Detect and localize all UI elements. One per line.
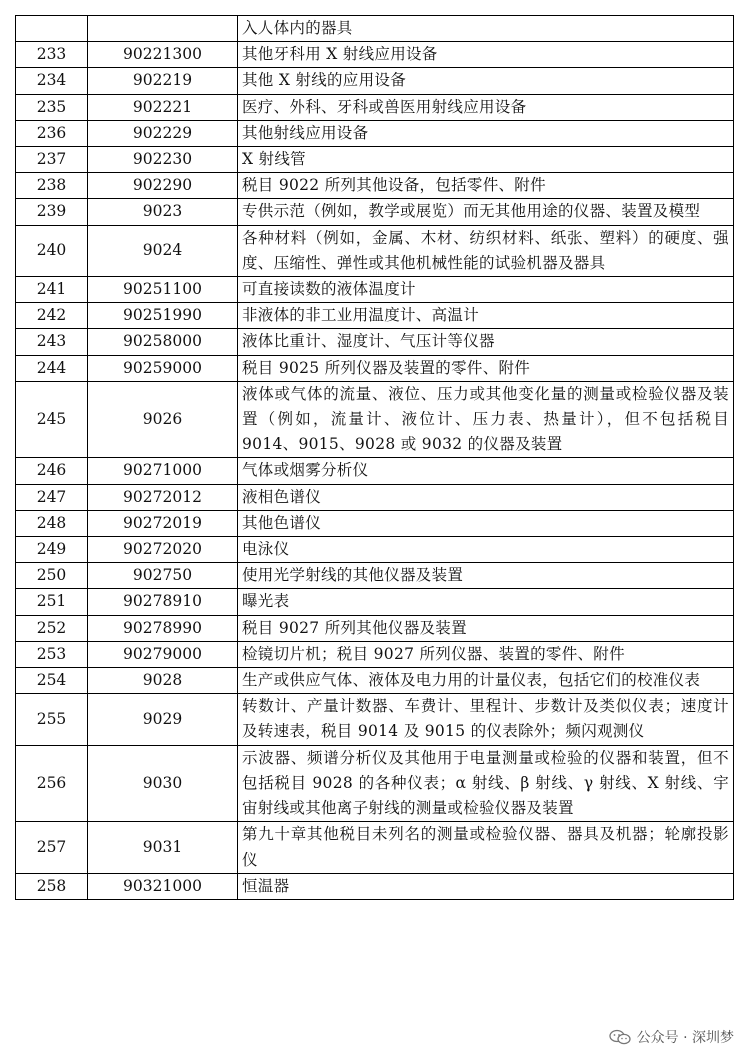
table-row [16,458,734,484]
row-number: 236 [16,120,88,146]
row-number: 239 [16,199,88,225]
item-description: 税目 9025 所列仪器及装置的零件、附件 [238,355,734,381]
table-row [16,694,734,745]
hs-code: 902219 [88,68,238,94]
row-number: 247 [16,484,88,510]
row-number: 251 [16,589,88,615]
hs-code: 9023 [88,199,238,225]
row-number: 235 [16,94,88,120]
item-description: 检镜切片机；税目 9027 所列仪器、装置的零件、附件 [238,641,734,667]
table-row [16,120,734,146]
row-number: 246 [16,458,88,484]
item-description: X 射线管 [238,147,734,173]
item-description: 可直接读数的液体温度计 [238,277,734,303]
hs-code: 90272012 [88,484,238,510]
table-row [16,615,734,641]
tariff-table [15,15,734,900]
hs-code: 902290 [88,173,238,199]
hs-code: 902750 [88,563,238,589]
item-description: 税目 9027 所列其他仪器及装置 [238,615,734,641]
table-row [16,563,734,589]
table-row [16,537,734,563]
table-row [16,822,734,873]
item-description: 使用光学射线的其他仪器及装置 [238,563,734,589]
watermark [609,1027,734,1047]
table-row [16,355,734,381]
item-description: 生产或供应气体、液体及电力用的计量仪表，包括它们的校准仪表 [238,668,734,694]
item-description: 其他牙科用 X 射线应用设备 [238,42,734,68]
hs-code: 90251990 [88,303,238,329]
row-number: 234 [16,68,88,94]
row-number: 252 [16,615,88,641]
row-number: 241 [16,277,88,303]
table-row [16,42,734,68]
hs-code: 90278910 [88,589,238,615]
item-description: 液相色谱仪 [238,484,734,510]
table-row [16,173,734,199]
hs-code: 902229 [88,120,238,146]
hs-code: 90278990 [88,615,238,641]
row-number: 240 [16,225,88,276]
hs-code [88,16,238,42]
item-description: 气体或烟雾分析仪 [238,458,734,484]
row-number: 244 [16,355,88,381]
row-number: 242 [16,303,88,329]
item-description: 税目 9022 所列其他设备，包括零件、附件 [238,173,734,199]
hs-code: 9031 [88,822,238,873]
row-number: 248 [16,510,88,536]
hs-code: 90272019 [88,510,238,536]
row-number: 238 [16,173,88,199]
hs-code: 9030 [88,745,238,822]
table-row [16,68,734,94]
hs-code: 90321000 [88,873,238,899]
item-description: 恒温器 [238,873,734,899]
row-number: 249 [16,537,88,563]
item-description: 电泳仪 [238,537,734,563]
item-description: 医疗、外科、牙科或兽医用射线应用设备 [238,94,734,120]
table-row [16,510,734,536]
hs-code: 902221 [88,94,238,120]
row-number: 237 [16,147,88,173]
hs-code: 90259000 [88,355,238,381]
row-number: 253 [16,641,88,667]
item-description: 入人体内的器具 [238,16,734,42]
table-row [16,589,734,615]
hs-code: 9026 [88,381,238,458]
row-number [16,16,88,42]
item-description: 其他色谱仪 [238,510,734,536]
table-row [16,381,734,458]
item-description: 转数计、产量计数器、车费计、里程计、步数计及类似仪表；速度计及转速表，税目 9014 及 9015 的仪表除外；频闪观测仪 [238,694,734,745]
item-description: 液体或气体的流量、液位、压力或其他变化量的测量或检验仪器及装置（例如，流量计、液位计、压力表、热量计），但不包括税目 9014、9015、9028 或 9032 的仪器及装置 [238,381,734,458]
table-row [16,277,734,303]
row-number: 254 [16,668,88,694]
table-row [16,641,734,667]
table-row [16,668,734,694]
wechat-icon [609,1029,631,1045]
hs-code: 90279000 [88,641,238,667]
table-row [16,484,734,510]
row-number: 258 [16,873,88,899]
hs-code: 90251100 [88,277,238,303]
item-description: 示波器、频谱分析仪及其他用于电量测量或检验的仪器和装置，但不包括税目 9028 的各种仪表；α 射线、β 射线、γ 射线、X 射线、宇宙射线或其他离子射线的测量或检验仪器及装置 [238,745,734,822]
row-number: 256 [16,745,88,822]
item-description: 非液体的非工业用温度计、高温计 [238,303,734,329]
table-row [16,225,734,276]
row-number: 233 [16,42,88,68]
item-description: 曝光表 [238,589,734,615]
hs-code: 90272020 [88,537,238,563]
hs-code: 90258000 [88,329,238,355]
hs-code: 90271000 [88,458,238,484]
row-number: 250 [16,563,88,589]
item-description: 各种材料（例如，金属、木材、纺织材料、纸张、塑料）的硬度、强度、压缩性、弹性或其他机械性能的试验机器及器具 [238,225,734,276]
table-row [16,147,734,173]
hs-code: 9024 [88,225,238,276]
table-row [16,199,734,225]
table-row [16,873,734,899]
table-row [16,94,734,120]
item-description: 其他 X 射线的应用设备 [238,68,734,94]
row-number: 245 [16,381,88,458]
table-row [16,16,734,42]
table-row [16,745,734,822]
item-description: 液体比重计、湿度计、气压计等仪器 [238,329,734,355]
hs-code: 9029 [88,694,238,745]
table-row [16,329,734,355]
table-row [16,303,734,329]
item-description: 其他射线应用设备 [238,120,734,146]
hs-code: 9028 [88,668,238,694]
watermark-text: 公众号 · 深圳梦 [636,1030,734,1046]
item-description: 专供示范（例如，教学或展览）而无其他用途的仪器、装置及模型 [238,199,734,225]
hs-code: 902230 [88,147,238,173]
row-number: 257 [16,822,88,873]
hs-code: 90221300 [88,42,238,68]
tariff-table-body [16,16,734,900]
item-description: 第九十章其他税目未列名的测量或检验仪器、器具及机器；轮廓投影仪 [238,822,734,873]
row-number: 243 [16,329,88,355]
row-number: 255 [16,694,88,745]
